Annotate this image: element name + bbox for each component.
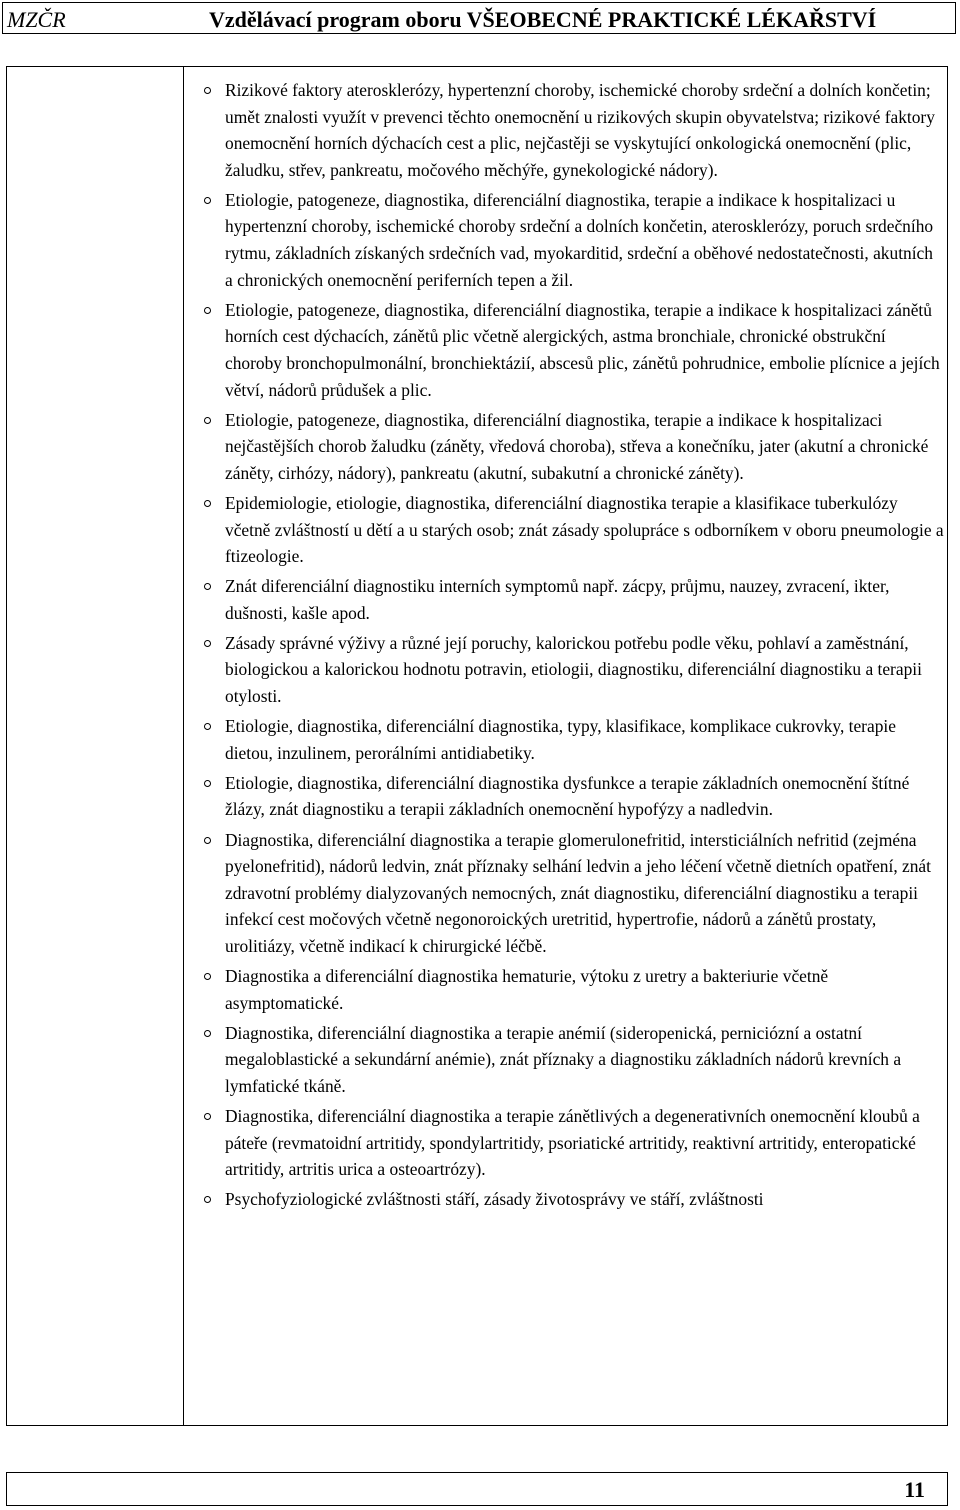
list-item — [193, 187, 945, 293]
list-item — [193, 297, 945, 403]
list-item — [193, 713, 945, 766]
bullet-icon — [204, 723, 211, 730]
page-footer — [6, 1472, 948, 1506]
bullet-icon — [204, 973, 211, 980]
list-item — [193, 1186, 945, 1213]
bullet-icon — [204, 417, 211, 424]
list-item — [193, 630, 945, 710]
bullet-icon — [204, 583, 211, 590]
list-item — [193, 573, 945, 626]
list-item-text: Etiologie, diagnostika, diferenciální diagnostika dysfunkce a terapie základních onemocnění štítné žlázy, znát diagnostiku a terapii základních onemocnění hypofýzy a nadledvin. — [225, 772, 910, 820]
list-item-text: Diagnostika, diferenciální diagnostika a terapie zánětlivých a degenerativních onemocnění kloubů a páteře (revmatoidní artritidy, spondylartritidy, psoriatické artritidy, reaktivní artritidy, enteropatické artritidy, artritis urica a osteoartrózy). — [225, 1105, 920, 1180]
list-item — [193, 827, 945, 960]
page-number: 11 — [904, 1477, 925, 1502]
list-item-text: Diagnostika a diferenciální diagnostika hematurie, výtoku z uretry a bakteriurie včetně asymptomatické. — [225, 966, 829, 1013]
list-item-text: Rizikové faktory aterosklerózy, hypertenzní choroby, ischemické choroby srdeční a dolních končetin; umět znalosti využít v prevenci těchto onemocnění u rizikových skupin obyvatelstva; rizikové faktory onemocnění horních dýchacích cest a plic, nejčastěji se vyskytující onkologická onemocnění (plic, žaludku, střev, pankreatu, močového měchýře, gynekologické nádory). — [225, 80, 935, 180]
bullet-icon — [204, 307, 211, 314]
header-org: MZČR — [7, 7, 66, 32]
list-item — [193, 407, 945, 487]
header-title: Vzdělávací program oboru VŠEOBECNÉ PRAKTICKÉ LÉKAŘSTVÍ — [209, 7, 877, 32]
page-header — [2, 2, 956, 34]
list-item — [193, 1020, 945, 1100]
list-item-text: Diagnostika, diferenciální diagnostika a terapie anémií (sideropenická, perniciózní a ostatní megaloblastické a sekundární anémie), znát příznaky a diagnostiku základních nádorů krevních a lymfatické tkáně. — [225, 1022, 902, 1096]
bullet-list — [193, 77, 945, 1216]
bullet-icon — [204, 640, 211, 647]
bullet-icon — [204, 837, 211, 844]
list-item — [193, 963, 945, 1016]
list-item-text: Etiologie, patogeneze, diagnostika, diferenciální diagnostika, terapie a indikace k hospitalizaci u hypertenzní choroby, ischemické choroby srdeční a dolních končetin, aterosklerózy, poruch srdečního rytmu, základních získaných srdečních vad, myokarditid, srdeční a oběhové nedostatečnosti, akutních a chronických onemocnění periferních tepen a žil. — [225, 189, 934, 290]
list-item-text: Znát diferenciální diagnostiku interních symptomů např. zácpy, průjmu, nauzey, zvracení, ikter, dušnosti, kašle apod. — [225, 576, 890, 623]
list-item-text: Etiologie, diagnostika, diferenciální diagnostika, typy, klasifikace, komplikace cukrovky, terapie dietou, inzulinem, perorálními antidiabetiky. — [225, 716, 896, 763]
bullet-icon — [204, 1196, 211, 1203]
bullet-icon — [204, 87, 211, 94]
list-item — [193, 490, 945, 570]
list-item-text: Etiologie, patogeneze, diagnostika, diferenciální diagnostika, terapie a indikace k hospitalizaci zánětů horních cest dýchacích, zánětů plic včetně alergických, astma bronchiale, chronické obstrukční choroby bronchopulmonální, bronchiektázií, abscesů plic, zánětů pohrudnice, embolie plícnice a jejích větví, nádorů průdušek a plic. — [225, 299, 940, 400]
list-item-text: Diagnostika, diferenciální diagnostika a terapie glomerulonefritid, intersticiálních nefritid (zejména pyelonefritid), nádorů ledvin, znát příznaky selhání ledvin a jeho léčení včetně dietních opatření, znát zdravotní problémy dialyzovaných nemocných, znát diagnostiku, diferenciální diagnostiku a terapii infekcí cest močových včetně negonoroických uretritid, hypertrofie, nádorů a zánětů prostaty, urolitiázy, včetně indikací k chirurgické léčbě. — [225, 829, 931, 956]
list-item — [193, 1103, 945, 1183]
content-table — [6, 66, 948, 1426]
bullet-icon — [204, 500, 211, 507]
bullet-icon — [204, 780, 211, 787]
list-item-text: Psychofyziologické zvláštnosti stáří, zásady životosprávy ve stáří, zvláštnosti — [225, 1189, 764, 1210]
bullet-icon — [204, 197, 211, 204]
list-item-text: Epidemiologie, etiologie, diagnostika, diferenciální diagnostika terapie a klasifikace tuberkulózy včetně zvláštností u dětí a u starých osob; znát zásady spolupráce s odborníkem v oboru pneumologie a ftizeologie. — [225, 492, 944, 567]
column-divider — [183, 67, 184, 1425]
bullet-icon — [204, 1113, 211, 1120]
list-item — [193, 770, 945, 823]
list-item-text: Zásady správné výživy a různé její poruchy, kalorickou potřebu podle věku, pohlaví a zaměstnání, biologickou a kalorickou hodnotu potravin, etiologii, diagnostiku, diferenciální diagnostiku a terapii otylosti. — [225, 632, 922, 707]
bullet-icon — [204, 1030, 211, 1037]
list-item — [193, 77, 945, 183]
list-item-text: Etiologie, patogeneze, diagnostika, diferenciální diagnostika, terapie a indikace k hospitalizaci nejčastějších chorob žaludku (záněty, vředová choroba), střeva a konečníku, jater (akutní a chronické záněty, cirhózy, nádory), pankreatu (akutní, subakutní a chronické záněty). — [225, 409, 929, 483]
